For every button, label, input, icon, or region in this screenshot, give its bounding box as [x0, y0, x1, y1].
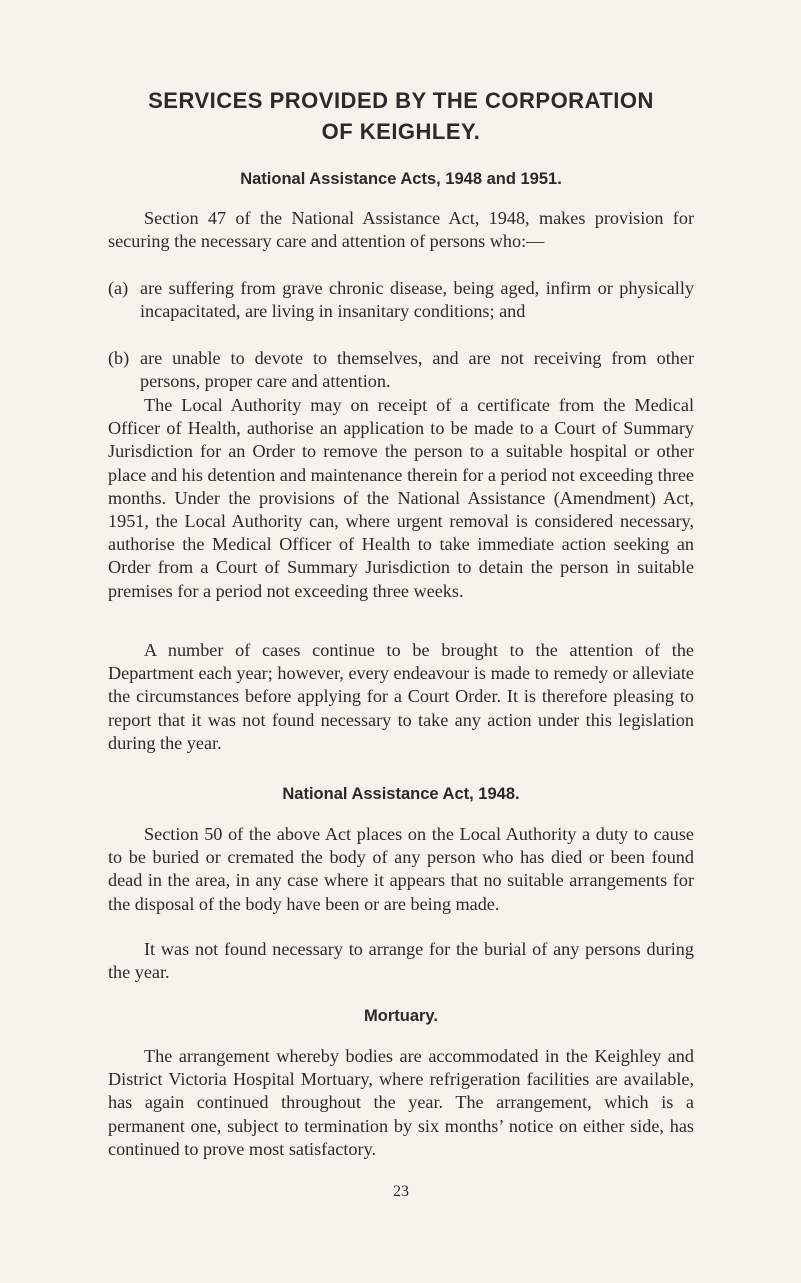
- list-item-b: [108, 347, 694, 393]
- list-item-text: are suffering from grave chronic disease, being aged, infirm or physically incapacitated, are living in insanitary conditions; and: [140, 278, 694, 322]
- page-title-line-1: SERVICES PROVIDED BY THE CORPORATION: [148, 88, 654, 113]
- page-title-line-2: OF KEIGHLEY.: [321, 119, 481, 144]
- cases-paragraph: A number of cases continue to be brought to the attention of the Department each year; however, every endeavour is made to remedy or alleviate the circumstances before applying for a Court Order. It is therefore pleasing to report that it was not found necessary to take any action under this legislation during the year.: [108, 640, 694, 753]
- mortuary-paragraph: The arrangement whereby bodies are accommodated in the Keighley and District Victoria Hospital Mortuary, where refrigeration facilities are available, has again continued throughout the year. The arrangement, which is a permanent one, subject to termination by six months’ notice on either side, has continued to prove most satisfactory.: [108, 1046, 694, 1159]
- list-item-label: (a): [108, 278, 129, 298]
- section-heading-acts-1948-1951: National Assistance Acts, 1948 and 1951.: [240, 170, 562, 188]
- page-number: 23: [393, 1183, 409, 1200]
- section-heading-act-1948: National Assistance Act, 1948.: [282, 785, 520, 803]
- removal-procedure-paragraph: The Local Authority may on receipt of a certificate from the Medical Officer of Health, authorise an application to be made to a Court of Summary Jurisdiction for an Order to remove the person to a suitable hospital or other place and his detention and maintenance therein for a period not exceeding three months. Under the provisions of the National Assistance (Amendment) Act, 1951, the Local Authority can, where urgent removal is considered necessary, authorise the Medical Officer of Health to take immediate action seeking an Order from a Court of Summary Jurisdiction to detain the person in suitable premises for a period not exceeding three weeks.: [108, 395, 694, 601]
- list-item-a: [108, 277, 694, 323]
- section-50-paragraph: Section 50 of the above Act places on the Local Authority a duty to cause to be buried or cremated the body of any person who has died or been found dead in the area, in any case where it appears that no suitable arrangements for the disposal of the body have been or are being made.: [108, 824, 694, 914]
- section-heading-mortuary: Mortuary.: [364, 1007, 438, 1025]
- burial-paragraph: It was not found necessary to arrange for the burial of any persons during the year.: [108, 939, 694, 983]
- list-item-label: (b): [108, 348, 130, 368]
- list-item-text: are unable to devote to themselves, and are not receiving from other persons, proper care and attention.: [140, 348, 694, 392]
- section-47-intro: Section 47 of the National Assistance Act, 1948, makes provision for securing the necessary care and attention of persons who:—: [108, 208, 694, 252]
